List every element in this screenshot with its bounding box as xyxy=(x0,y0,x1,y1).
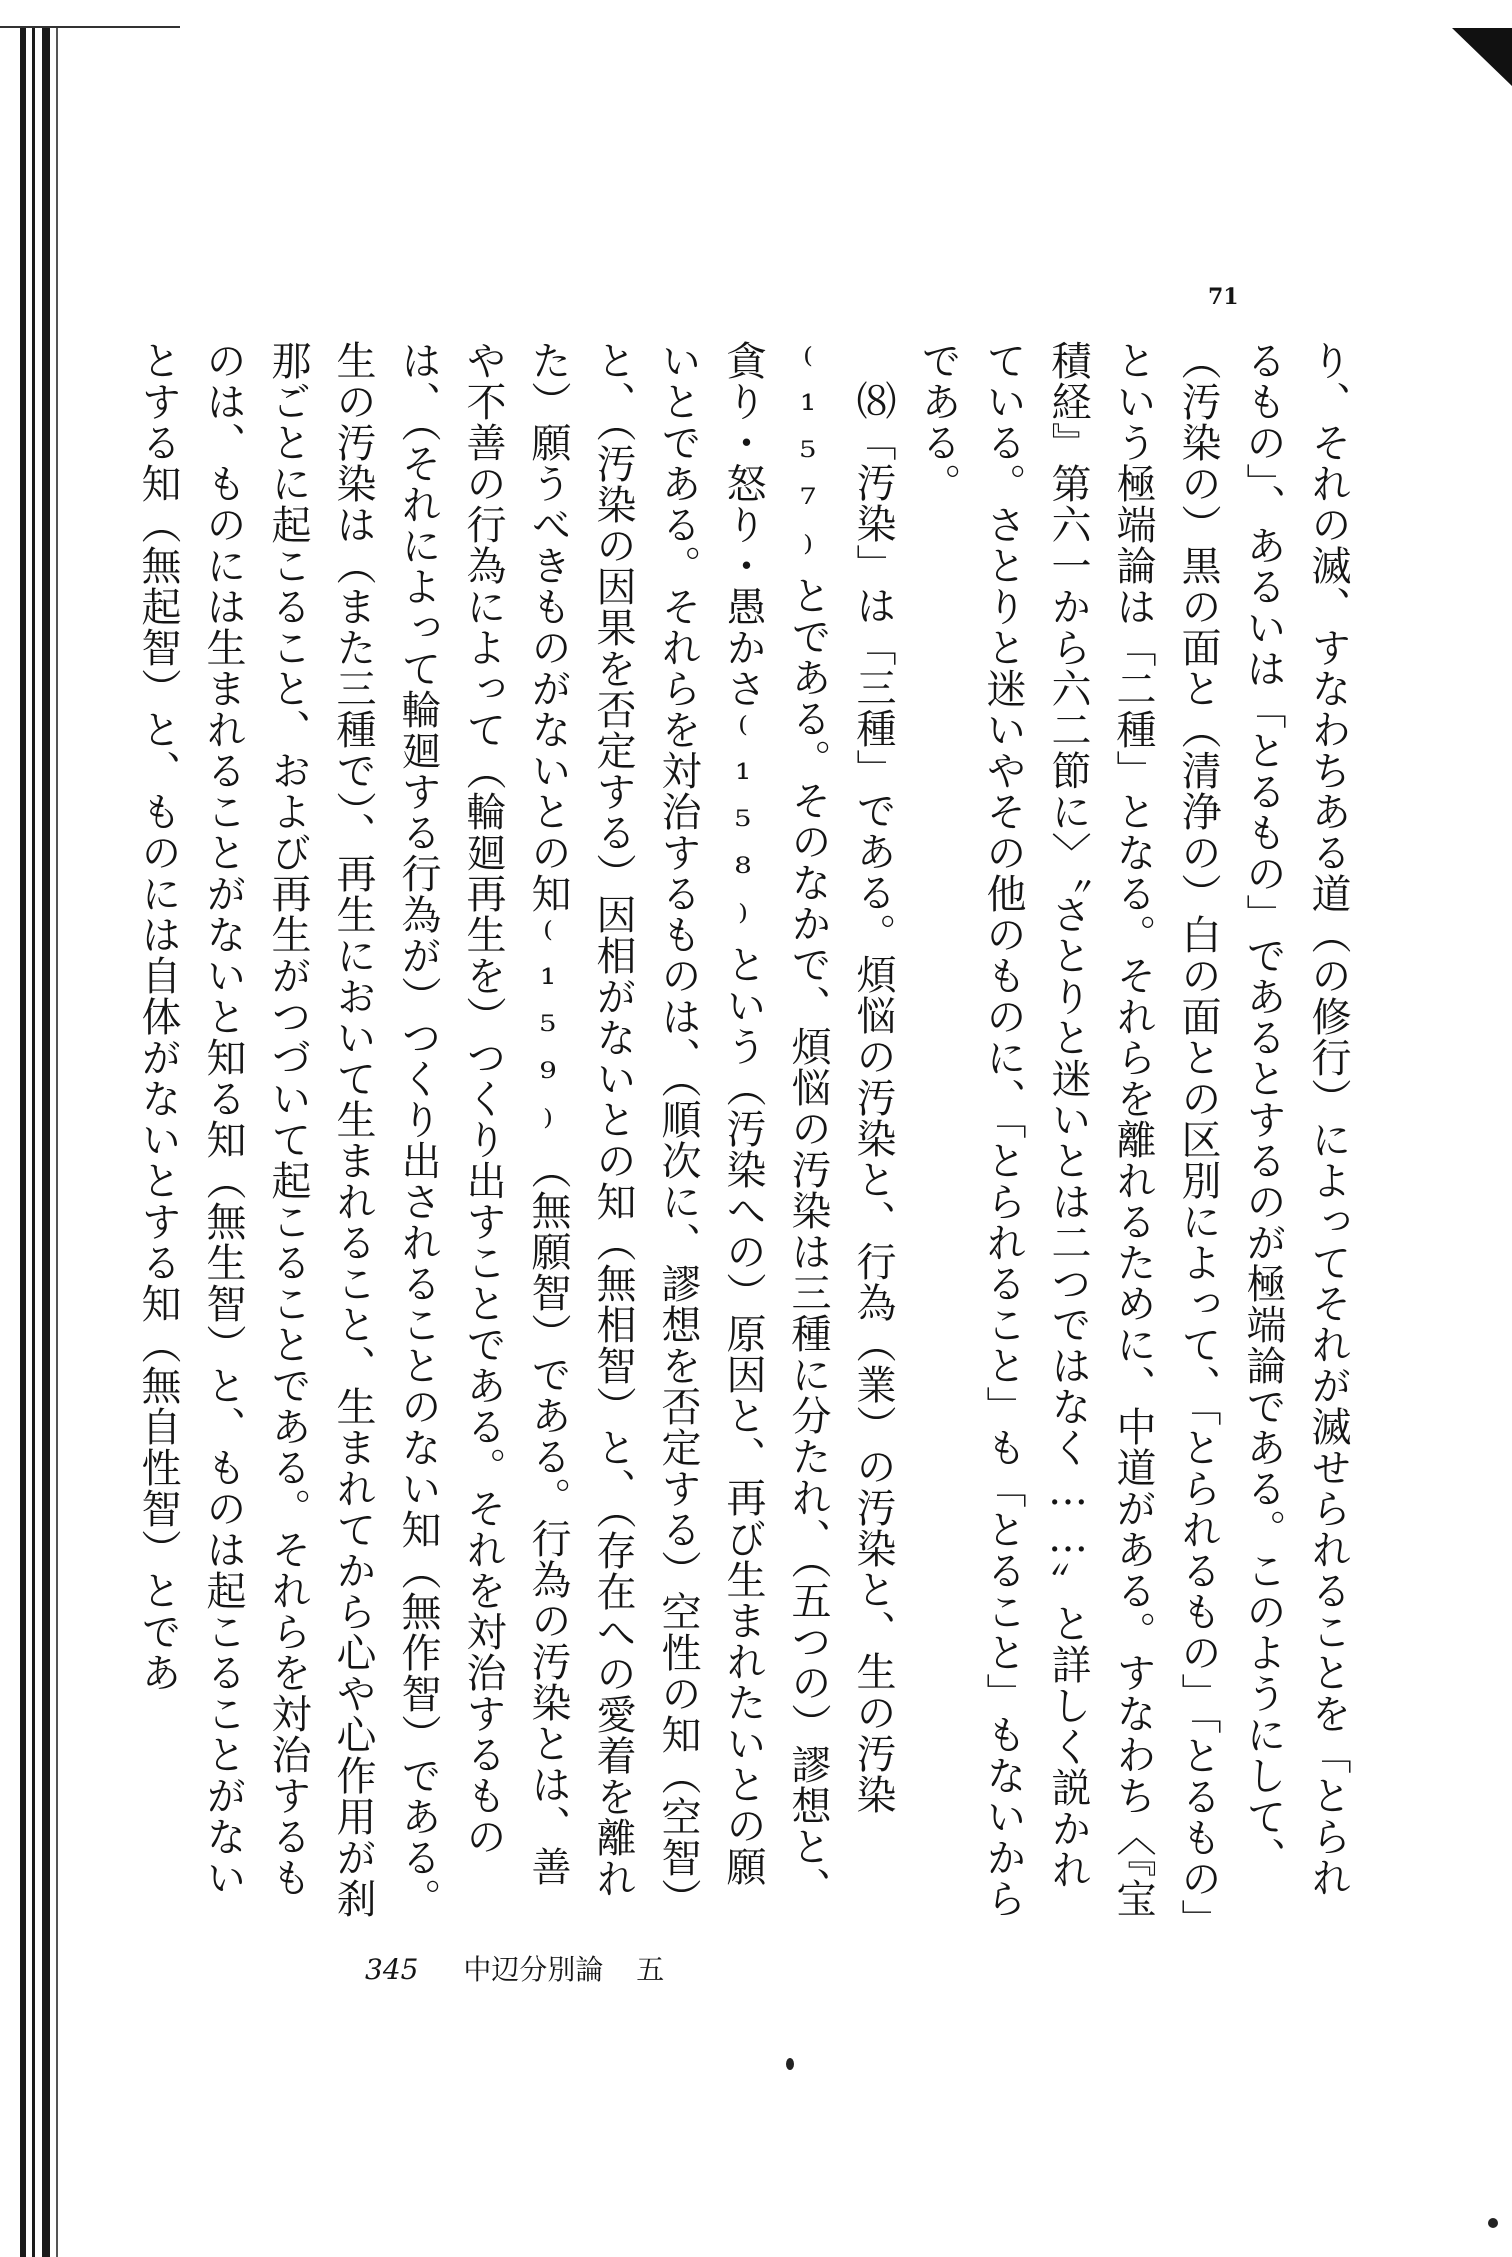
book-title: 中辺分別論 xyxy=(463,1953,604,1986)
binding-bar xyxy=(56,28,58,2257)
binding-bar xyxy=(32,28,35,2257)
binding-bar xyxy=(20,28,26,2257)
binding-edge xyxy=(20,28,70,2257)
scan-speck xyxy=(1488,2218,1498,2228)
binding-bar xyxy=(42,28,50,2257)
scan-corner-mark xyxy=(1452,28,1512,86)
chapter-label: 五 xyxy=(636,1953,665,1986)
paragraph: り、それの滅、すなわちある道（の修行）によってそれが滅せられることを「とられるもの」、あるいは「とるもの」であるとするのが極端論である。このようにして、（汚染の）黒の面と（清浄の）白の面との区別によって、「とられるもの」「とるもの」という極端論は「二種」となる。それらを離れるために、中道がある。すなわち〈『宝積経』第六一から六二節に〉〝さとりと迷いとは二つではなく……〟と詳しく説かれている。さとりと迷いやその他のものに、「とられること」も「とること」もないからである。 xyxy=(915,340,1351,1920)
page-label: 71 xyxy=(1208,284,1239,310)
paragraph: ⑻「汚染」は「三種」である。煩悩の汚染と、行為（業）の汚染と、生の汚染⁽¹⁵⁷⁾とである。そのなかで、煩悩の汚染は三種に分たれ、（五つの）謬想と、貪り・怒り・愚かさ⁽¹⁵⁸⁾という（汚染への）原因と、再び生まれたいとの願いとである。それらを対治するものは、（順次に、謬想を否定する）空性の知（空智）と、（汚染の因果を否定する）因相がないとの知（無相智）と、（存在への愛着を離れた）願うべきものがないとの知⁽¹⁵⁹⁾（無願智）である。行為の汚染とは、善や不善の行為によって（輪廻再生を）つくり出すことである。それを対治するものは、（それによって輪廻する行為が）つくり出されることのない知（無作智）である。生の汚染は（また三種で）、再生において生まれること、生まれてから心や心作用が刹那ごとに起こること、および再生がつづいて起こることである。それらを対治するものは、ものには生まれることがないと知る知（無生智）と、ものは起こることがないとする知（無起智）と、ものには自体がないとする知（無自性智）とであ xyxy=(135,340,896,1919)
page-footer xyxy=(365,1948,664,1988)
page-number: 345 xyxy=(365,1953,419,1986)
vertical-body-text xyxy=(135,340,1360,1920)
scan-speck xyxy=(786,2058,794,2070)
